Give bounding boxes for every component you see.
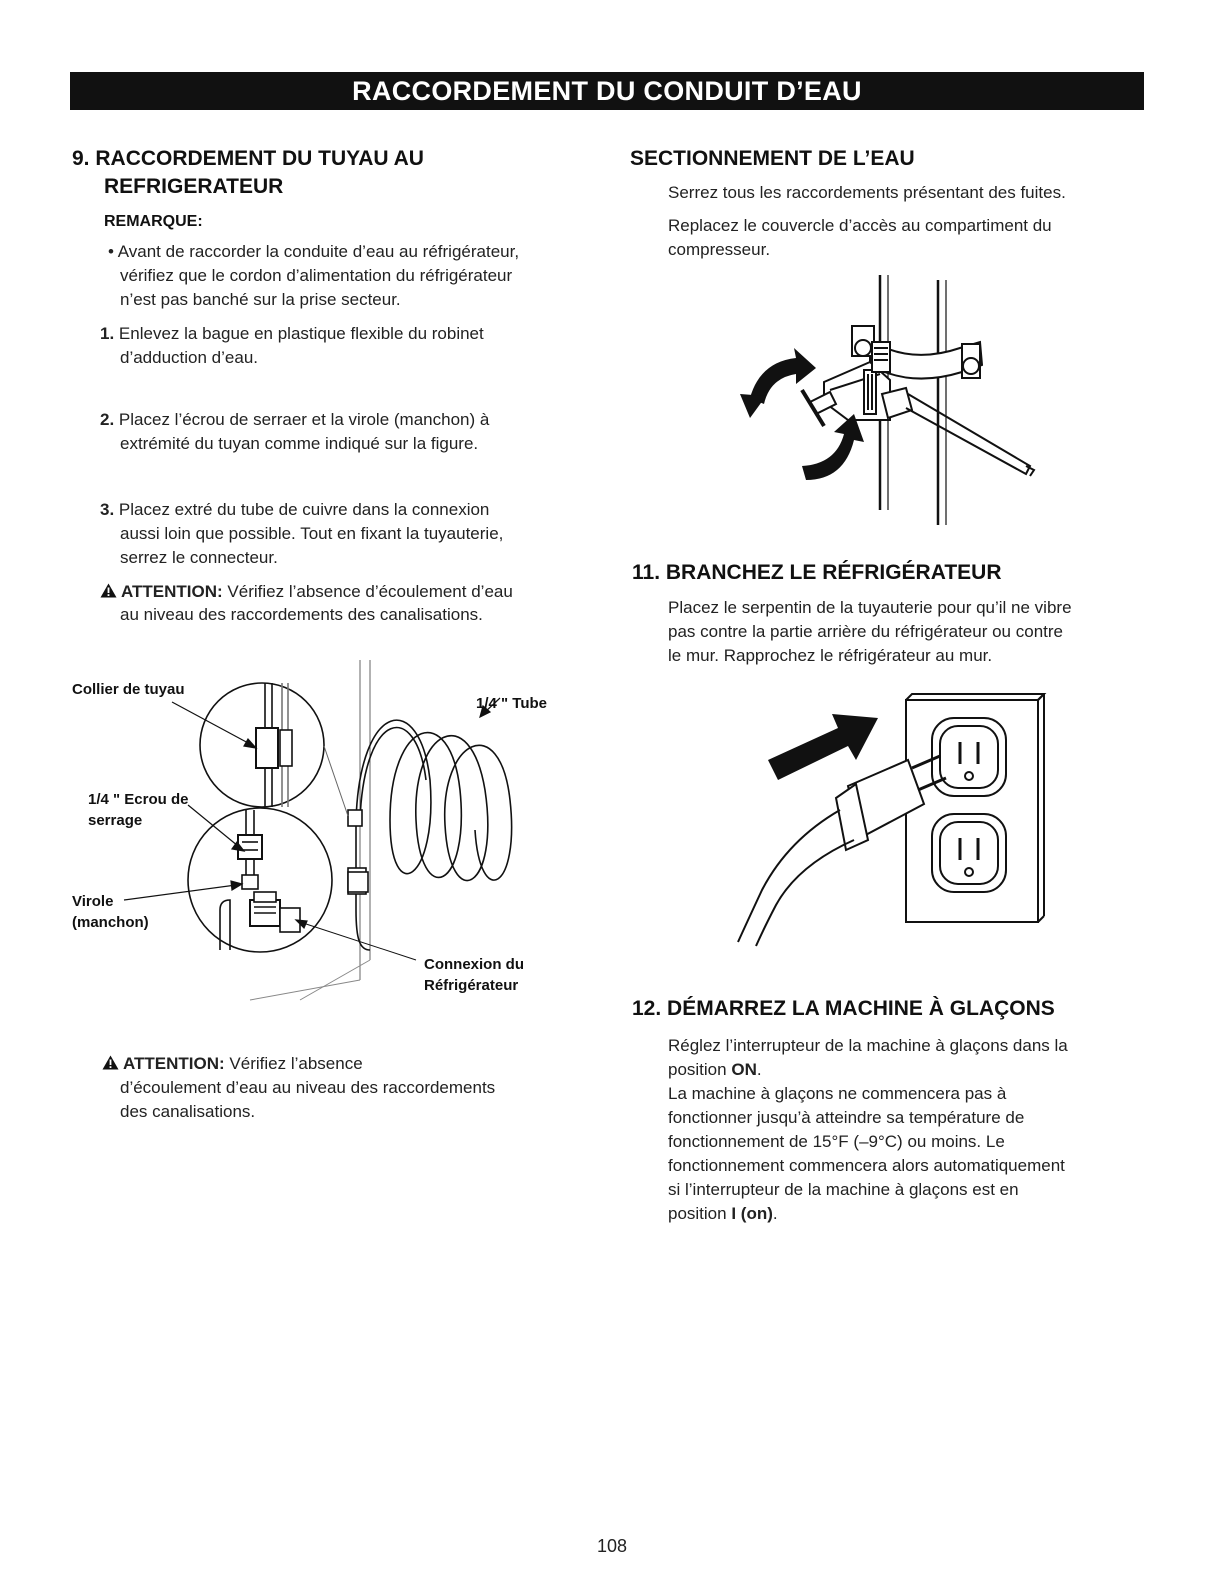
attention-1-label: ATTENTION:: [121, 582, 223, 601]
section-11-line2: pas contre la partie arrière du réfrigérateur ou contre: [668, 622, 1063, 641]
section-12-line8-text: position: [668, 1204, 727, 1223]
section-9-number: 9.: [72, 147, 90, 170]
attention-2-line3: des canalisations.: [120, 1102, 256, 1121]
label-collier-de-tuyau: Collier de tuyau: [72, 681, 185, 698]
section-11-title: 11. BRANCHEZ LE RÉFRIGÉRATEUR: [632, 561, 1002, 584]
attention-2-label: ATTENTION:: [123, 1054, 225, 1073]
attention-2-line2: d’écoulement d’eau au niveau des raccordements: [120, 1078, 496, 1097]
section-sectionnement-title: SECTIONNEMENT DE L’EAU: [630, 147, 915, 170]
step-3-text: Placez extré du tube de cuivre dans la connexion: [118, 500, 490, 519]
shutoff-valve-figure: [730, 270, 1050, 530]
step-3-number: 3.: [100, 500, 115, 519]
attention-1-line2: au niveau des raccordements des canalisations.: [120, 605, 483, 624]
remarque-bullet-line3: n’est pas banché sur la prise secteur.: [120, 290, 401, 309]
step-3-line2: aussi loin que possible. Tout en fixant la tuyauterie,: [120, 524, 504, 543]
label-tube: 1/4 " Tube: [476, 695, 548, 712]
step-3-line3: serrez le connecteur.: [120, 548, 278, 567]
label-ecrou-line1: 1/4 " Ecrou de: [88, 791, 189, 808]
step-2-line1: [100, 408, 489, 431]
step-1-line1: [100, 322, 484, 345]
attention-1-line1: [100, 580, 513, 603]
attention-2-line1: [102, 1052, 363, 1075]
remarque-bullet-line1: • Avant de raccorder la conduite d’eau au réfrigérateur,: [108, 242, 520, 261]
section-12-line2: position ON.: [668, 1060, 762, 1079]
step-2-text: Placez l’écrou de serraer et la virole (manchon) à: [118, 410, 490, 429]
step-2-line2: extrémité du tuyan comme indiqué sur la figure.: [120, 434, 479, 453]
section-12-line6: fonctionnement commencera alors automatiquement: [668, 1156, 1065, 1175]
step-1-line2: d’adduction d’eau.: [120, 348, 259, 367]
section-9-title-line2: REFRIGERATEUR: [104, 175, 284, 198]
section-12-line7: si l’interrupteur de la machine à glaçons est en: [668, 1180, 1019, 1199]
step-3-line1: [100, 498, 489, 521]
section-9-title-line1: RACCORDEMENT DU TUYAU AU: [95, 147, 424, 170]
attention-2-text: Vérifiez l’absence: [229, 1054, 363, 1073]
section-11-line1: Placez le serpentin de la tuyauterie pour qu’il ne vibre: [668, 598, 1072, 617]
section-12-line3: La machine à glaçons ne commencera pas à: [668, 1084, 1007, 1103]
step-2-number: 2.: [100, 410, 115, 429]
remarque-label: REMARQUE:: [104, 213, 203, 230]
section-12-on-label: ON: [731, 1060, 757, 1079]
section-9-heading: [72, 146, 424, 172]
section-12-line1: Réglez l’interrupteur de la machine à glaçons dans la: [668, 1036, 1068, 1055]
section-sectionnement-p1: Serrez tous les raccordements présentant des fuites.: [668, 183, 1066, 202]
section-12-line8: position I (on).: [668, 1204, 778, 1223]
remarque-bullet-line2: vérifiez que le cordon d’alimentation du réfrigérateur: [120, 266, 513, 285]
label-connexion-line1: Connexion du: [424, 956, 524, 973]
section-12-line4: fonctionner jusqu’à atteindre sa température de: [668, 1108, 1025, 1127]
attention-1-text: Vérifiez l’absence d’écoulement d’eau: [227, 582, 513, 601]
step-1-text: Enlevez la bague en plastique flexible du robinet: [118, 324, 484, 343]
section-11-line3: le mur. Rapprochez le réfrigérateur au mur.: [668, 646, 993, 665]
power-outlet-figure: [728, 690, 1048, 950]
warning-icon: [100, 583, 117, 598]
section-sectionnement-p2-line1: Replacez le couvercle d’accès au compartiment du: [668, 216, 1052, 235]
label-ecrou-line2: serrage: [88, 812, 143, 829]
warning-icon: [102, 1055, 119, 1070]
page-banner: RACCORDEMENT DU CONDUIT D’EAU: [70, 72, 1144, 110]
label-virole-line1: Virole: [72, 893, 114, 910]
step-1-number: 1.: [100, 324, 115, 343]
page-number: 108: [596, 1536, 628, 1556]
section-12-line5: fonctionnement de 15°F (–9°C) ou moins. Le: [668, 1132, 1005, 1151]
label-connexion-line2: Réfrigérateur: [424, 977, 519, 994]
section-12-title: 12. DÉMARREZ LA MACHINE À GLAÇONS: [632, 997, 1055, 1020]
label-virole-line2: (manchon): [72, 914, 149, 931]
section-12-ion-label: I (on): [731, 1204, 773, 1223]
section-12-line2-text: position: [668, 1060, 727, 1079]
section-sectionnement-p2-line2: compresseur.: [668, 240, 771, 259]
